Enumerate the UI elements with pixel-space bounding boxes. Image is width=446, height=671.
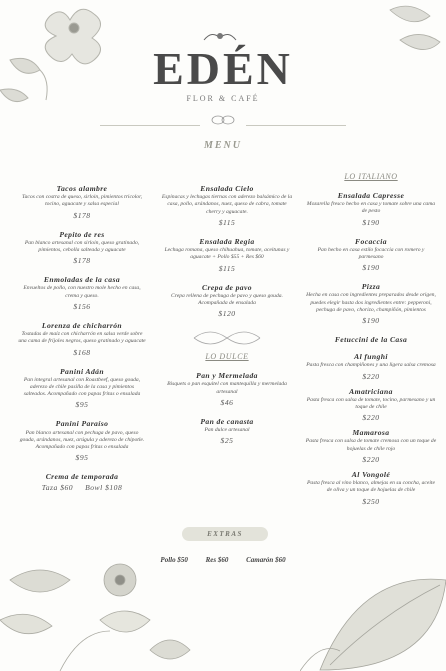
extra-item: Res $60 bbox=[205, 556, 229, 564]
item-name: Lorenza de chicharrón bbox=[41, 320, 123, 330]
item-name: Panini Adán bbox=[60, 366, 104, 376]
item-price: $220 bbox=[362, 371, 380, 381]
item-desc: Lechuga romana, queso chihuahua, tomate, aceitunas y aguacate + Pollo $55 + Res $60 bbox=[164, 247, 290, 261]
item-desc: Pasta fresca al vino blanco, almejas en su concha, aceite de oliva y un toque de hojuelas de chile bbox=[307, 480, 435, 494]
item-name: Tacos alambre bbox=[56, 184, 108, 193]
item-name: Pizza bbox=[361, 282, 381, 292]
item-desc: Pasta fresca con salsa de tomate, tocino, parmesano y un toque de chile bbox=[306, 396, 436, 411]
item-desc: Bisquets o pan esquitel con mantequilla y mermelada artesanal bbox=[167, 381, 287, 395]
section-heading-dulce: LO DULCE bbox=[205, 352, 249, 362]
item-desc: Tostadas de maíz con chicharrón en salsa verde sobre una cama de frijoles negros, queso gratinado y aguacate bbox=[18, 331, 146, 345]
brand-tagline: FLOR & CAFÉ bbox=[186, 94, 260, 103]
divider bbox=[246, 125, 346, 126]
item-desc: Crepa rellena de pechuga de pavo y queso gouda. Acompañada de ensalada bbox=[171, 292, 283, 306]
menu-item bbox=[18, 472, 146, 492]
item-price: $120 bbox=[218, 309, 236, 319]
item-desc: Pasta fresca con salsa de tomate cremosa con un toque de hojuelas de chile rojo bbox=[305, 438, 437, 452]
item-desc: Espinacas y lechugas tiernas con aderezo balsámico de la casa, pollo, arándanos, nuez, queso de cabra, tomate cherry y aguacate. bbox=[161, 194, 293, 215]
item-price: $190 bbox=[362, 316, 380, 326]
item-desc: Pan hecho en casa estilo focaccia con romero y parmesano bbox=[317, 246, 425, 261]
section-heading-fetuccini: Fetuccini de la Casa bbox=[334, 335, 408, 345]
item-name: Focaccia bbox=[355, 236, 387, 246]
extra-item: Camarón $60 bbox=[246, 556, 286, 564]
item-price: $190 bbox=[362, 263, 380, 273]
menu-item bbox=[305, 191, 437, 227]
item-desc: Hecha en casa con ingredientes preparados desde origen, puedes elegir hasta dos ingredientes entre: pepperoni, pechuga de pavo, chorizo, champiñón, pimientos bbox=[306, 292, 436, 313]
item-price: $220 bbox=[362, 413, 380, 423]
item-name: Enmoladas de la casa bbox=[43, 275, 121, 285]
menu-item bbox=[18, 230, 146, 266]
brand-header bbox=[0, 20, 446, 131]
menu-column-1 bbox=[18, 184, 146, 502]
item-name: Al Vongolé bbox=[351, 469, 391, 479]
menu-item bbox=[305, 237, 437, 273]
item-price: $250 bbox=[362, 496, 380, 506]
brand-name: EDÉN bbox=[153, 43, 293, 94]
menu-item bbox=[305, 387, 437, 423]
menu-item bbox=[305, 470, 437, 506]
item-name: Panini Paraíso bbox=[55, 419, 109, 429]
menu-item bbox=[305, 352, 437, 380]
item-name: Mamarosa bbox=[352, 428, 390, 438]
item-price: $115 bbox=[218, 217, 236, 227]
menu-column-2 bbox=[160, 184, 294, 455]
menu-item bbox=[305, 428, 437, 464]
item-price: $178 bbox=[73, 210, 91, 220]
menu-item bbox=[160, 184, 294, 227]
divider bbox=[100, 125, 200, 126]
menu-item bbox=[18, 321, 146, 357]
item-price: $156 bbox=[73, 301, 91, 311]
item-name: Ensalada Cielo bbox=[200, 184, 254, 193]
item-desc: Pan blanco artesanal con pechuga de pavo, queso gouda, arándanos, nuez, arúgula y aderezo de chipotle. Acompañado con papas fritas o ensalada bbox=[19, 429, 145, 451]
item-name: Pepito de res bbox=[59, 229, 105, 239]
menu-item bbox=[18, 419, 146, 462]
extra-item: Pollo $50 bbox=[160, 556, 188, 564]
menu-item bbox=[160, 283, 294, 319]
item-price: $220 bbox=[362, 454, 380, 464]
item-name: Amatriciana bbox=[349, 386, 393, 396]
extras-list bbox=[0, 556, 446, 564]
item-name: Ensalada Regia bbox=[199, 236, 255, 246]
item-name: Crepa de pavo bbox=[202, 282, 252, 292]
item-desc: Tacos con costra de queso, sirloin, pimientos tricolor, tocino, aguacate y salsa especial bbox=[21, 194, 143, 208]
item-price: $190 bbox=[362, 217, 380, 227]
menu-item bbox=[160, 417, 294, 445]
menu-title: MENU bbox=[203, 140, 242, 151]
menu-column-3 bbox=[305, 172, 437, 512]
menu-item bbox=[160, 237, 294, 273]
flourish-divider-icon bbox=[192, 328, 262, 348]
section-heading-italiano: LO ITALIANO bbox=[344, 172, 398, 181]
item-price: $25 bbox=[220, 436, 234, 446]
item-price: Taza $60 Bowl $108 bbox=[41, 483, 123, 493]
item-price: $168 bbox=[73, 347, 91, 357]
item-name: Pan de canasta bbox=[200, 416, 254, 426]
item-desc: Pasta fresca con champiñones y una ligera salsa cremosa bbox=[306, 362, 436, 369]
item-name: Ensalada Capresse bbox=[337, 191, 405, 200]
menu-item bbox=[160, 371, 294, 407]
item-price: $115 bbox=[218, 263, 236, 273]
item-price: $46 bbox=[220, 397, 234, 407]
item-desc: Envueltos de pollo, con nuestro mole hecho en casa, crema y queso. bbox=[23, 285, 141, 299]
menu-item bbox=[305, 282, 437, 325]
extras-heading: EXTRAS bbox=[182, 527, 268, 541]
item-price: $95 bbox=[75, 453, 89, 463]
menu-item bbox=[18, 184, 146, 220]
leaf-ornament-icon bbox=[208, 113, 238, 127]
item-desc: Mozarella fresco hecho en casa y tomate sobre una cama de pesto bbox=[306, 201, 436, 215]
item-name: Pan y Mermelada bbox=[196, 371, 258, 381]
flower-logo-icon bbox=[200, 28, 240, 48]
item-name: Al funghi bbox=[354, 352, 388, 362]
item-price: $95 bbox=[75, 400, 89, 410]
item-desc: Pan integral artesanal con Roastbeef, queso gouda, aderezo de chile pasilla de la casa y pimientos salteados. Acompañado con papas fritas o ensalada bbox=[23, 376, 141, 398]
item-desc: Pan blanco artesanal con sirloin, queso gratinado, pimientos, cebolla salteada y aguacate bbox=[24, 239, 140, 254]
item-desc: Pan dulce artesanal bbox=[204, 426, 250, 433]
menu-item bbox=[18, 275, 146, 311]
item-price: $178 bbox=[73, 256, 91, 266]
menu-item bbox=[18, 367, 146, 410]
item-name: Crema de temporada bbox=[45, 472, 119, 482]
leaf-illustration-icon bbox=[300, 560, 446, 671]
